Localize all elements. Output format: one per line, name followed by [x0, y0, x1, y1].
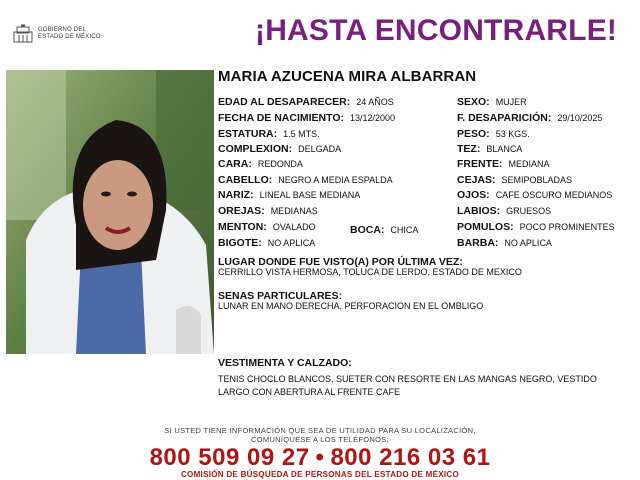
label-estatura: ESTATURA:: [218, 128, 278, 140]
field-edad: [218, 96, 394, 109]
value-complexion: DELGADA: [298, 144, 342, 154]
separator-dot: •: [315, 444, 325, 471]
commission-name: COMISIÓN DE BÚSQUEDA DE PERSONAS DEL ESTADO DE MÉXICO: [180, 470, 459, 479]
field-tez: [457, 143, 522, 156]
label-tez: TEZ:: [457, 143, 481, 155]
field-labios: [457, 205, 551, 218]
label-menton: MENTON:: [218, 221, 267, 233]
value-cara: REDONDA: [257, 159, 303, 169]
banner-title: ¡HASTA ENCONTRARLE!: [255, 14, 618, 47]
label-boca: BOCA:: [350, 224, 385, 236]
clothing-title: VESTIMENTA Y CALZADO:: [218, 357, 352, 369]
field-nariz: [218, 189, 360, 202]
label-ojos: OJOS:: [457, 189, 490, 201]
field-orejas: [218, 205, 318, 218]
logo-line-2: ESTADO DE MÉXICO: [38, 34, 101, 40]
marks-title: SENAS PARTICULARES:: [218, 290, 343, 302]
field-ojos: [457, 189, 612, 202]
logo-line-1: GOBIERNO DEL: [38, 27, 87, 33]
label-bigote: BIGOTE:: [218, 237, 262, 249]
field-boca: [350, 224, 418, 237]
label-cara: CARA:: [218, 158, 252, 170]
value-cejas: SEMIPOBLADAS: [501, 175, 573, 185]
marks-text: LUNAR EN MANO DERECHA, PERFORACION EN EL OMBLIGO: [218, 301, 484, 311]
phone-2: 800 216 03 61: [330, 444, 491, 471]
field-barba: [457, 237, 552, 250]
clothing-line-2: LARGO CON ABERTURA AL FRENTE CAFE: [218, 387, 401, 397]
value-tez: BLANCA: [486, 144, 523, 154]
field-peso: [457, 128, 530, 141]
field-frente: [457, 158, 550, 171]
field-pomulos: [457, 221, 615, 234]
value-nariz: LINEAL BASE MEDIANA: [259, 190, 361, 200]
label-barba: BARBA:: [457, 237, 499, 249]
value-labios: GRUESOS: [506, 206, 552, 216]
field-complexion: [218, 143, 341, 156]
value-estatura: 1.5 MTS.: [283, 129, 320, 139]
field-estatura: [218, 128, 320, 141]
label-orejas: OREJAS:: [218, 205, 265, 217]
field-nacimiento: [218, 112, 395, 125]
value-f-desaparicion: 29/10/2025: [557, 113, 603, 123]
value-pomulos: POCO PROMINENTES: [519, 222, 615, 232]
label-f-desaparicion: F. DESAPARICIÓN:: [457, 112, 552, 124]
value-cabello: NEGRO A MEDIA ESPALDA: [278, 175, 393, 185]
value-boca: CHICA: [390, 225, 419, 235]
label-nariz: NARIZ:: [218, 189, 254, 201]
field-menton: [218, 221, 316, 234]
field-cabello: [218, 174, 393, 187]
value-peso: 53 KGS.: [495, 129, 530, 139]
value-bigote: NO APLICA: [267, 238, 316, 248]
value-edad: 24 AÑOS: [356, 97, 394, 107]
field-cara: [218, 158, 303, 171]
label-sexo: SEXO:: [457, 96, 490, 108]
field-sexo: [457, 96, 527, 109]
value-nacimiento: 13/12/2000: [350, 113, 396, 123]
value-orejas: MEDIANAS: [270, 206, 318, 216]
value-barba: NO APLICA: [504, 238, 552, 248]
value-ojos: CAFE OSCURO MEDIANOS: [495, 190, 613, 200]
info-line-2: COMUNÍQUESE A LOS TELÉFONOS:: [251, 435, 389, 444]
clothing-line-1: TENIS CHOCLO BLANCOS, SUETER CON RESORTE EN LAS MANGAS NEGRO, VESTIDO: [218, 374, 597, 384]
state-logo: [12, 24, 122, 44]
last-seen-text: CERRILLO VISTA HERMOSA, TOLUCA DE LERDO, ESTADO DE MEXICO: [218, 267, 522, 277]
last-seen-title: LUGAR DONDE FUE VISTO(A) POR ÚLTIMA VEZ:: [218, 256, 463, 268]
value-sexo: MUJER: [495, 97, 527, 107]
label-edad: EDAD AL DESAPARECER:: [218, 96, 351, 108]
state-seal-icon: [12, 24, 34, 44]
label-cabello: CABELLO:: [218, 174, 273, 186]
label-complexion: COMPLEXION:: [218, 143, 293, 155]
field-bigote: [218, 237, 315, 250]
label-labios: LABIOS:: [457, 205, 501, 217]
value-frente: MEDIANA: [508, 159, 550, 169]
label-pomulos: POMULOS:: [457, 221, 514, 233]
field-cejas: [457, 174, 572, 187]
label-nacimiento: FECHA DE NACIMIENTO:: [218, 112, 344, 124]
value-menton: OVALADO: [272, 222, 316, 232]
info-line-1: SI USTED TIENE INFORMACIÓN QUE SEA DE UTILIDAD PARA SU LOCALIZACIÓN,: [164, 426, 476, 435]
phone-1: 800 509 09 27: [149, 444, 310, 471]
phone-numbers: [0, 444, 640, 472]
label-peso: PESO:: [457, 128, 490, 140]
person-photo: [6, 70, 214, 354]
field-f-desaparicion: [457, 112, 602, 125]
label-frente: FRENTE:: [457, 158, 503, 170]
person-name: MARIA AZUCENA MIRA ALBARRAN: [218, 68, 477, 85]
label-cejas: CEJAS:: [457, 174, 496, 186]
